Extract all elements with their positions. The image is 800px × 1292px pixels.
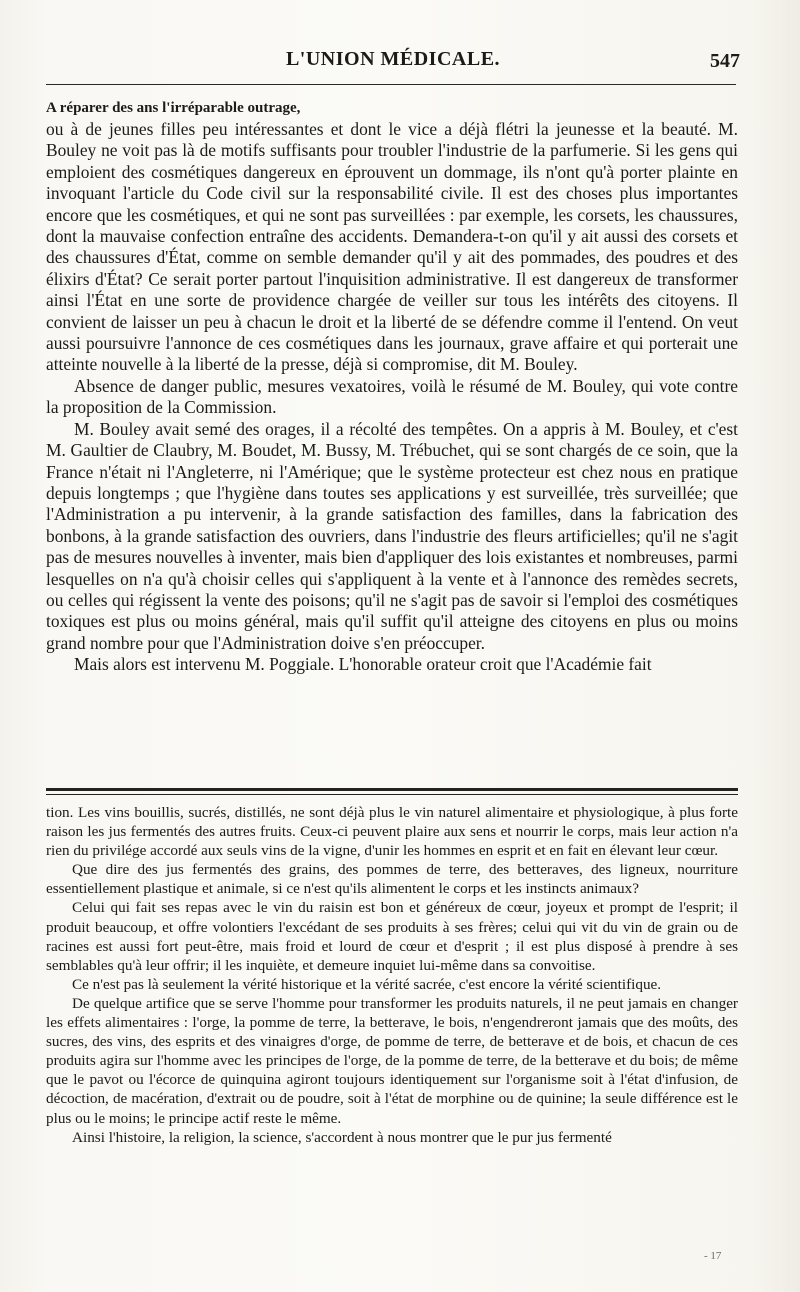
- main-text: [46, 98, 738, 676]
- footnote-paragraph: Celui qui fait ses repas avec le vin du raisin est bon et généreux de cœur, joyeux et prompt de l'esprit; il produit beaucoup, et offre volontiers l'excédant de ses produits à ses frères; celui qui vit du vin de grain ou de racines est aussi fort peut-être, mais froid et lourd de cœur et d'esprit ; il est plus disposé à prendre à ses semblables qu'à leur offrir; il les inquiète, et demeure inquiet lui-même dans sa convoitise.: [46, 899, 738, 974]
- margin-marks: - 17: [704, 1250, 722, 1262]
- footnote-paragraph: tion. Les vins bouillis, sucrés, distillés, ne sont déjà plus le vin naturel alimentaire et physiologique, à plus forte raison les jus fermentés des autres fruits. Ceux-ci peuvent plaire aux sens et nourrir le corps, mais leur action n'a rien du privilége accordé aux seuls vins de la vigne, d'unir les hommes en esprit et en fait en élevant leur cœur.: [46, 804, 738, 860]
- main-paragraph: ou à de jeunes filles peu intéressantes et dont le vice a déjà flétri la jeunesse et la beauté. M. Bouley ne voit pas là de motifs suffisants pour troubler l'industrie de la parfumerie. Si les gens qui emploient des cosmétiques dangereux en éprouvent un dommage, ils n'ont qu'à porter plainte en invoquant l'article du Code civil sur la responsabilité civile. Il est des choses plus importantes encore que les cosmétiques, et qui ne sont pas surveillées : par exemple, les corsets, les chaussures, dont la mauvaise confection entraîne des accidents. Demandera-t-on qu'il y ait aussi des corsets et des chaussures d'État, comme on semble demander qu'il y ait des pommades, des poudres et des élixirs d'État? Ce serait porter partout l'inquisition administrative. Il est dangereux de transformer ainsi l'État en une sorte de providence chargée de veiller sur tous les intérêts des citoyens. Il convient de laisser un peu à chacun le droit et la liberté de se défendre comme il l'entend. On veut aussi poursuivre l'annonce de ces cosmétiques dans les journaux, grave affaire et qui porterait une atteinte nouvelle à la liberté de la presse, déjà si compromise, dit M. Bouley.: [46, 119, 738, 375]
- journal-title: L'UNION MÉDICALE.: [285, 48, 501, 70]
- main-paragraph: Mais alors est intervenu M. Poggiale. L'honorable orateur croit que l'Académie fait: [74, 654, 652, 675]
- page-number: 547: [710, 50, 740, 72]
- main-paragraph: M. Bouley avait semé des orages, il a récolté des tempêtes. On a appris à M. Bouley, et c'est M. Gaultier de Claubry, M. Boudet, M. Bussy, M. Trébuchet, qui se sont chargés de ce soin, que la France n'était ni l'Angleterre, ni l'Amérique; que le système protecteur est chez nous en pratique depuis longtemps ; que l'hygiène dans toutes ses applications y est surveillée, très surveillée; que l'Administration a pu intervenir, à la grande satisfaction des familles, dans la fabrication des bonbons, à la grande satisfaction des ouvriers, dans l'industrie des fleurs artificielles; qu'il ne s'agit pas de mesures nouvelles à inventer, mais bien d'appliquer des lois existantes et nombreuses, parmi lesquelles on n'a qu'à choisir celles qui s'appliquent à la vente et à l'annonce des remèdes secrets, ou celles qui régissent la vente des poisons; qu'il ne s'agit pas de savoir si l'emploi des cosmétiques toxiques est plus ou moins général, mais qu'il suffit qu'il atteigne des citoyens en plus ou moins grand nombre pour que l'Administration doive s'en préoccuper.: [46, 418, 738, 653]
- header-rule: [46, 84, 736, 85]
- verse-quote: A réparer des ans l'irréparable outrage,: [46, 100, 301, 116]
- footnote-paragraph: Ce n'est pas là seulement la vérité historique et la vérité sacrée, c'est encore la vérité scientifique.: [72, 975, 662, 993]
- footnote-paragraph: Que dire des jus fermentés des grains, des pommes de terre, des betteraves, des ligneux, nourriture essentiellement plastique et animale, si ce n'est qu'ils alimentent le corps et les instincts animaux?: [46, 861, 738, 898]
- footnote-paragraph: Ainsi l'histoire, la religion, la science, s'accordent à nous montrer que le pur jus fermenté: [72, 1128, 612, 1146]
- footnote-divider: [46, 788, 738, 795]
- footnote-paragraph: De quelque artifice que se serve l'homme pour transformer les produits naturels, il ne peut jamais en changer les effets alimentaires : l'orge, la pomme de terre, la betterave, le bois, n'engendreront jamais que des moûts, des sucres, des vins, des esprits et des vinaigres d'orge, de pomme de terre, de betterave et de bois, et chacun de ces produits agira sur l'homme avec les principes de l'orge, de la pomme de terre, de la betterave et du bois; de même que le pavot ou l'écorce de quinquina agiront toujours identiquement sur l'organisme soit à l'état d'infusion, de décoction, de macération, d'extrait ou de poudre, soit à l'état de morphine ou de quinine; la seule différence est le plus ou le moins; le principe actif reste le même.: [46, 994, 738, 1127]
- footnote-text: [46, 803, 738, 1147]
- running-header: [46, 48, 740, 78]
- main-paragraph: Absence de danger public, mesures vexatoires, voilà le résumé de M. Bouley, qui vote contre la proposition de la Commission.: [46, 375, 738, 418]
